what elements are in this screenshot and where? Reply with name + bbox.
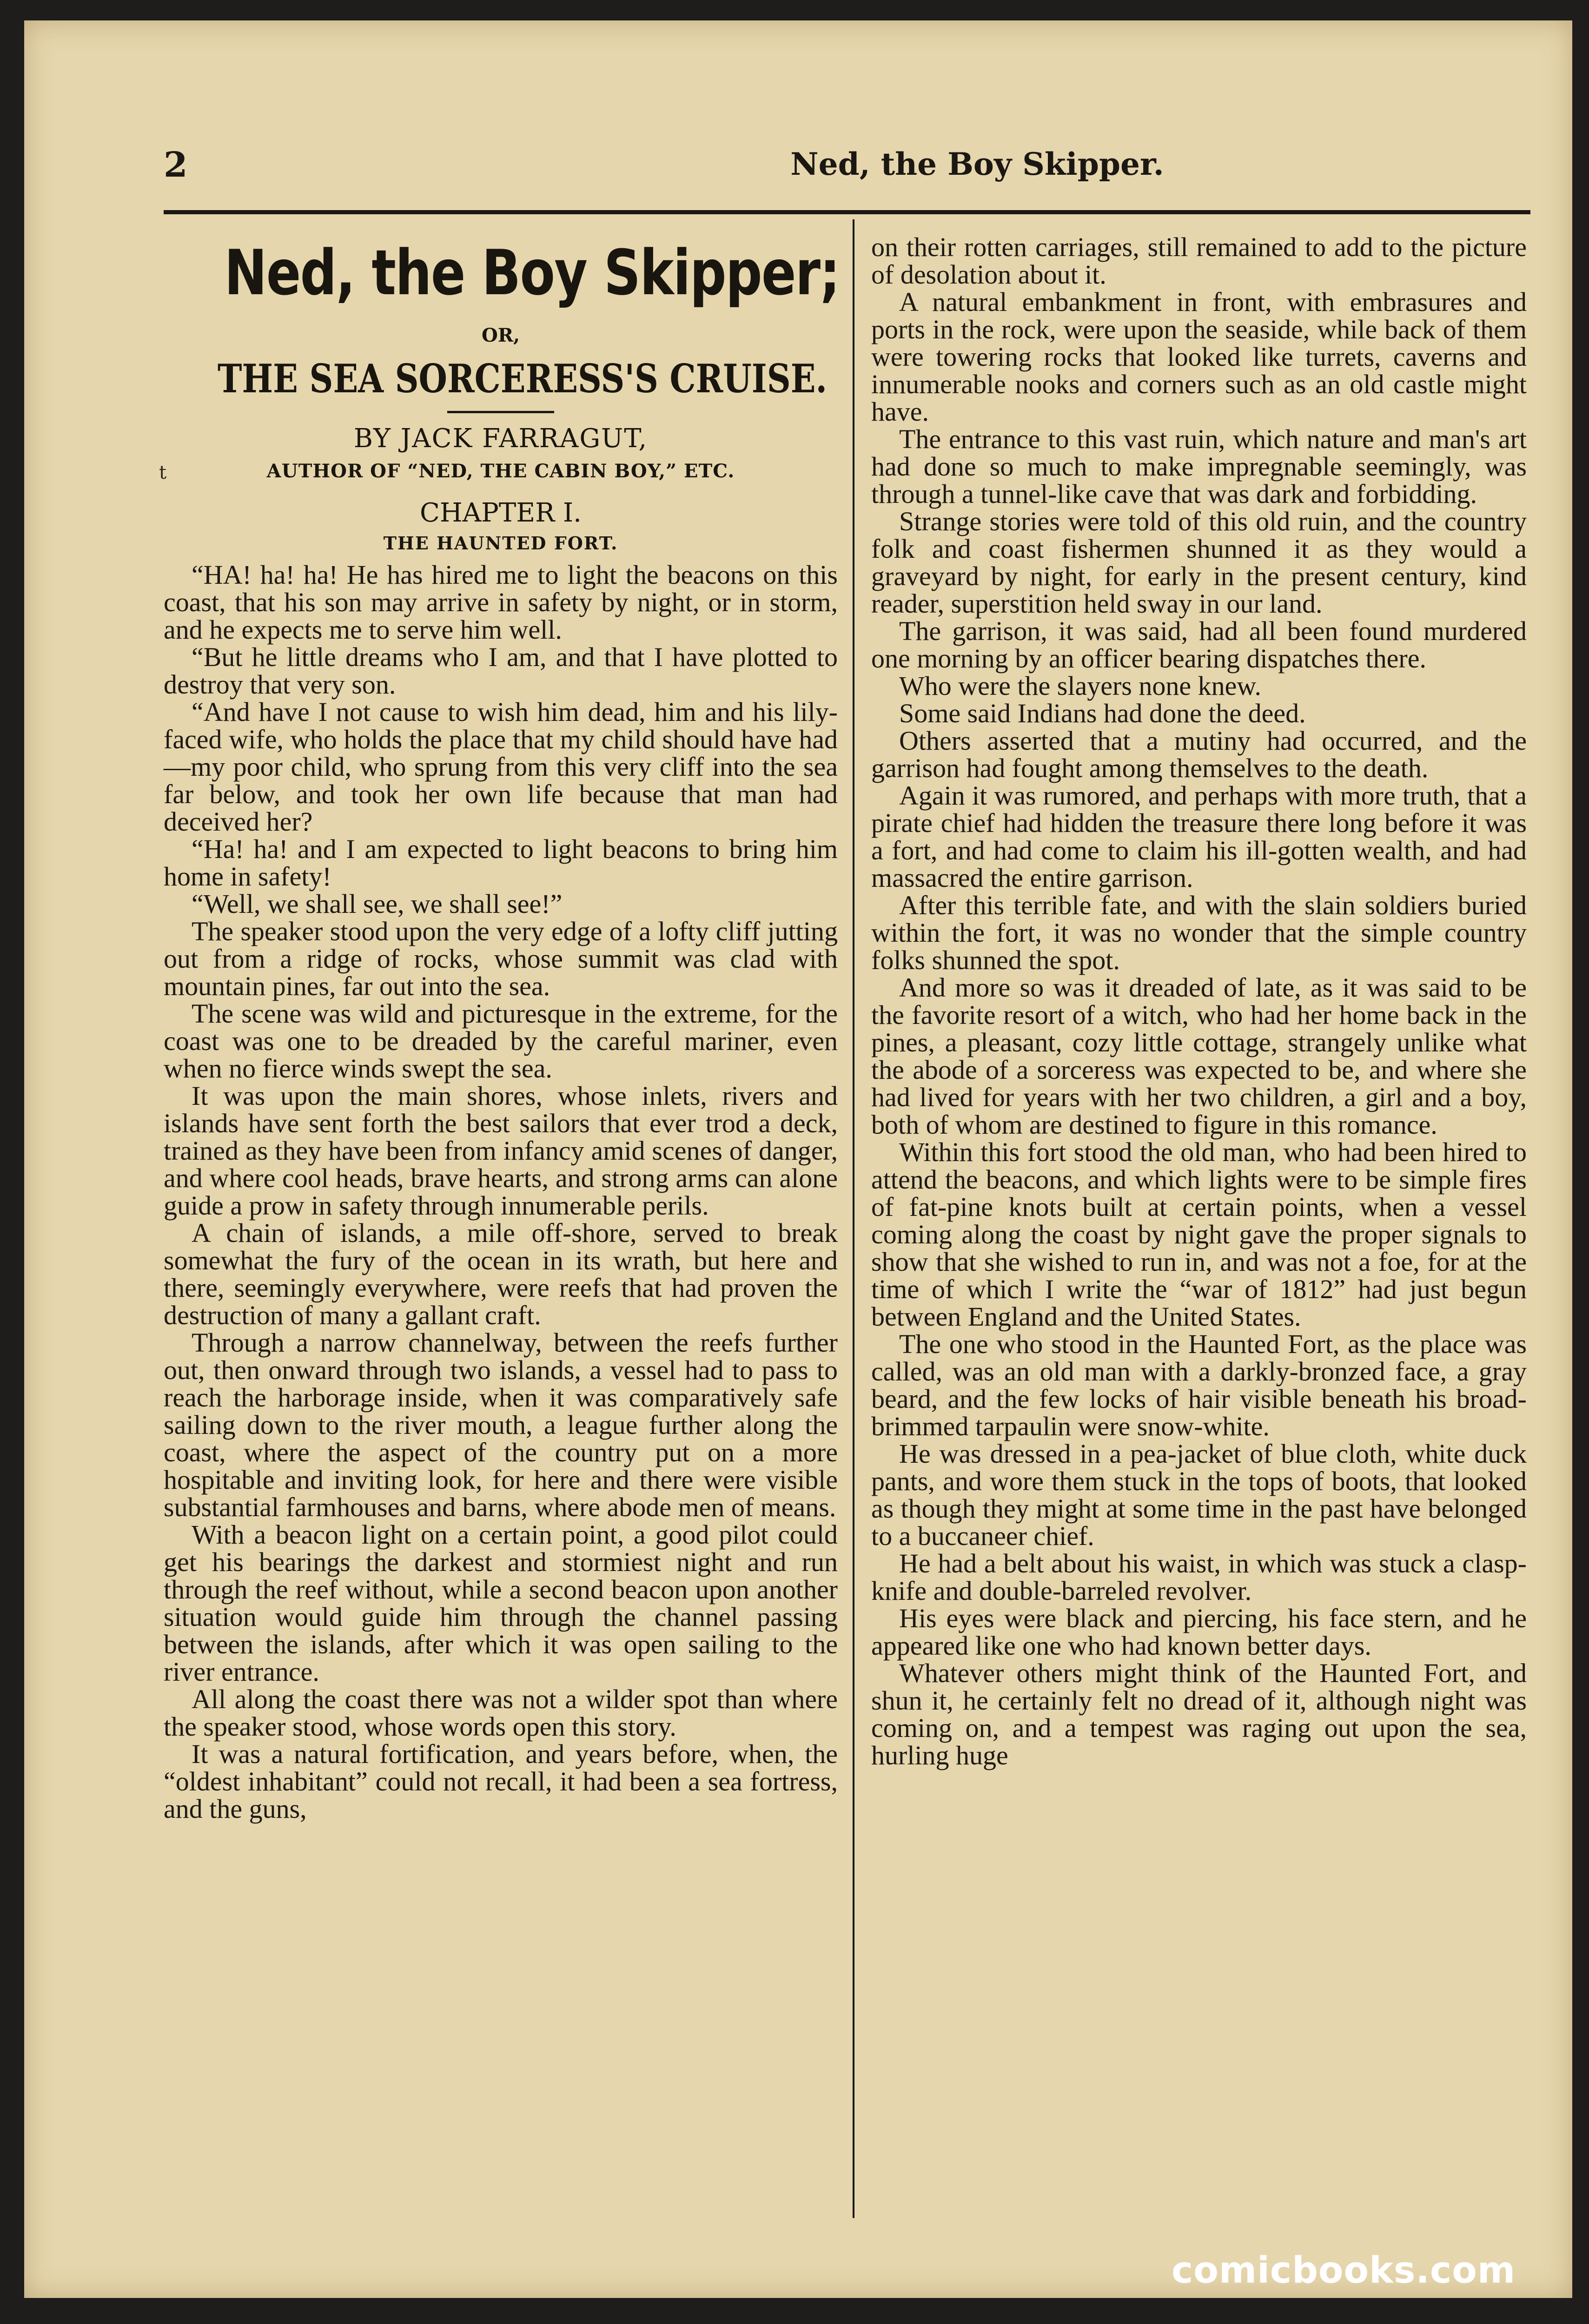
running-title: Ned, the Boy Skipper.	[790, 146, 1164, 182]
paragraph: “HA! ha! ha! He has hired me to light the beacons on this coast, that his son may arrive in safety by night, or in storm, and he expects me to serve him well.	[164, 559, 838, 645]
byline: BY JACK FARRAGUT,	[353, 423, 648, 454]
paragraph: The scene was wild and picturesque in the extreme, for the coast was one to be dreaded by the careful mariner, even when no fierce winds swept the sea.	[164, 998, 838, 1083]
left-column	[164, 231, 838, 1822]
paragraph: With a beacon light on a certain point, a good pilot could get his bearings the darkest and stormiest night and run through the reef without, while a second beacon upon another situation would guide him through the channel passing between the islands, after which it was open sailing to the river entrance.	[164, 1519, 838, 1687]
paragraph: It was a natural fortification, and years before, when, the “oldest inhabitant” could not recall, it had been a sea fortress, and the guns,	[164, 1738, 838, 1824]
watermark: comicbooks.com	[1172, 2250, 1516, 2291]
paragraph: After this terrible fate, and with the slain soldiers buried within the fort, it was no wonder that the simple country folks shunned the spot.	[871, 890, 1527, 975]
story-or: OR,	[481, 324, 520, 346]
paragraph: The entrance to this vast ruin, which nature and man's art had done so much to make impregnable seemingly, was through a tunnel-like cave that was dark and forbidding.	[871, 424, 1527, 509]
paragraph: His eyes were black and piercing, his face stern, and he appeared like one who had known better days.	[871, 1603, 1527, 1661]
page-sheet	[24, 20, 1572, 2298]
story-title: Ned, the Boy Skipper;	[224, 237, 840, 309]
paragraph: All along the coast there was not a wilder spot than where the speaker stood, whose words open this story.	[164, 1684, 838, 1742]
paragraph: The garrison, it was said, had all been found murdered one morning by an officer bearing dispatches there.	[871, 616, 1527, 673]
paragraph: “Ha! ha! and I am expected to light beacons to bring him home in safety!	[164, 833, 838, 891]
paragraph: The one who stood in the Haunted Fort, as the place was called, was an old man with a darkly-bronzed face, a gray beard, and the few locks of hair visible beneath his broad-brimmed tarpaulin were snow-white.	[871, 1329, 1527, 1441]
paragraph: Who were the slayers none knew.	[899, 671, 1261, 701]
paragraph: He had a belt about his waist, in which was stuck a clasp-knife and double-barreled revolver.	[871, 1548, 1527, 1606]
paragraph: A natural embankment in front, with embrasures and ports in the rock, were upon the seaside, while back of them were towering rocks that looked like turrets, caverns and innumerable nooks and corners such as an old castle might have.	[871, 287, 1527, 427]
paragraph: He was dressed in a pea-jacket of blue cloth, white duck pants, and wore them stuck in the tops of boots, that looked as though they might at some time in the past have belonged to a buccaneer chief.	[871, 1439, 1527, 1551]
paragraph: “And have I not cause to wish him dead, him and his lily-faced wife, who holds the place that my child should have had—my poor child, who sprung from this very cliff into the sea far below, and took her own life because that man had deceived her?	[164, 696, 838, 837]
page-content	[164, 145, 1530, 2209]
right-column	[871, 233, 1527, 1769]
paragraph-continued: on their rotten carriages, still remained to add to the picture of desolation about it.	[871, 232, 1527, 290]
paragraph: Others asserted that a mutiny had occurred, and the garrison had fought among themselves to the death.	[871, 726, 1527, 783]
title-rule	[447, 411, 554, 413]
paragraph: And more so was it dreaded of late, as it was said to be the favorite resort of a witch, who had her home back in the pines, a pleasant, cozy little cottage, strangely unlike what the abode of a sorceress was expected to be, and where she had lived for years with her two children, a girl and a boy, both of whom are destined to figure in this romance.	[871, 972, 1527, 1140]
chapter-heading: CHAPTER I.	[420, 497, 582, 528]
paragraph: Through a narrow channelway, between the reefs further out, then onward through two islands, a vessel had to pass to reach the harborage inside, when it was comparatively safe sailing down to the river mouth, a league further along the coast, where the aspect of the country put on a more hospitable and inviting look, for here and there were visible substantial farmhouses and barns, where abode men of means.	[164, 1327, 838, 1522]
paragraph: “Well, we shall see, we shall see!”	[192, 888, 563, 919]
paragraph: Some said Indians had done the deed.	[899, 698, 1306, 728]
paragraph: “But he little dreams who I am, and that I have plotted to destroy that very son.	[164, 641, 838, 700]
paragraph: A chain of islands, a mile off-shore, served to break somewhat the fury of the ocean in its wrath, but here and there, seemingly everywhere, were reefs that had proven the destruction of many a gallant craft.	[164, 1217, 838, 1330]
story-subtitle: THE SEA SORCERESS'S CRUISE.	[218, 355, 828, 402]
paragraph: Again it was rumored, and perhaps with more truth, that a pirate chief had hidden the treasure there long before it was a fort, and had come to claim his ill-gotten wealth, and had massacred the entire garrison.	[871, 780, 1527, 893]
paragraph: The speaker stood upon the very edge of a lofty cliff jutting out from a ridge of rocks, whose summit was clad with mountain pines, far out into the sea.	[164, 916, 838, 1001]
paragraph: Whatever others might think of the Haunted Fort, and shun it, he certainly felt no dread of it, although night was coming on, and a tempest was raging out upon the sea, hurling huge	[871, 1658, 1527, 1770]
author-credit: AUTHOR OF “NED, THE CABIN BOY,” ETC.	[266, 460, 735, 482]
left-paragraphs	[164, 561, 838, 1822]
margin-mark: t	[159, 462, 167, 483]
paragraph: It was upon the main shores, whose inlets, rivers and islands have sent forth the best sailors that ever trod a deck, trained as they have been from infancy amid scenes of danger, and where cool heads, brave hearts, and strong arms can alone guide a prow in safety through innumerable perils.	[164, 1080, 838, 1221]
paragraph: Within this fort stood the old man, who had been hired to attend the beacons, and which lights were to be simple fires of fat-pine knots built at certain points, when a vessel coming along the coast by night gave the proper signals to show that she wished to run in, and was not a foe, for at the time of which I write the “war of 1812” had just begun between England and the United States.	[871, 1137, 1527, 1332]
header-rule	[164, 210, 1530, 214]
paragraph: Strange stories were told of this old ruin, and the country folk and coast fishermen shunned it as they would a graveyard by night, for early in the present century, kind reader, superstition held sway in our land.	[871, 506, 1527, 619]
column-divider	[853, 219, 854, 2218]
page-number: 2	[164, 145, 188, 185]
chapter-title: THE HAUNTED FORT.	[383, 532, 618, 554]
